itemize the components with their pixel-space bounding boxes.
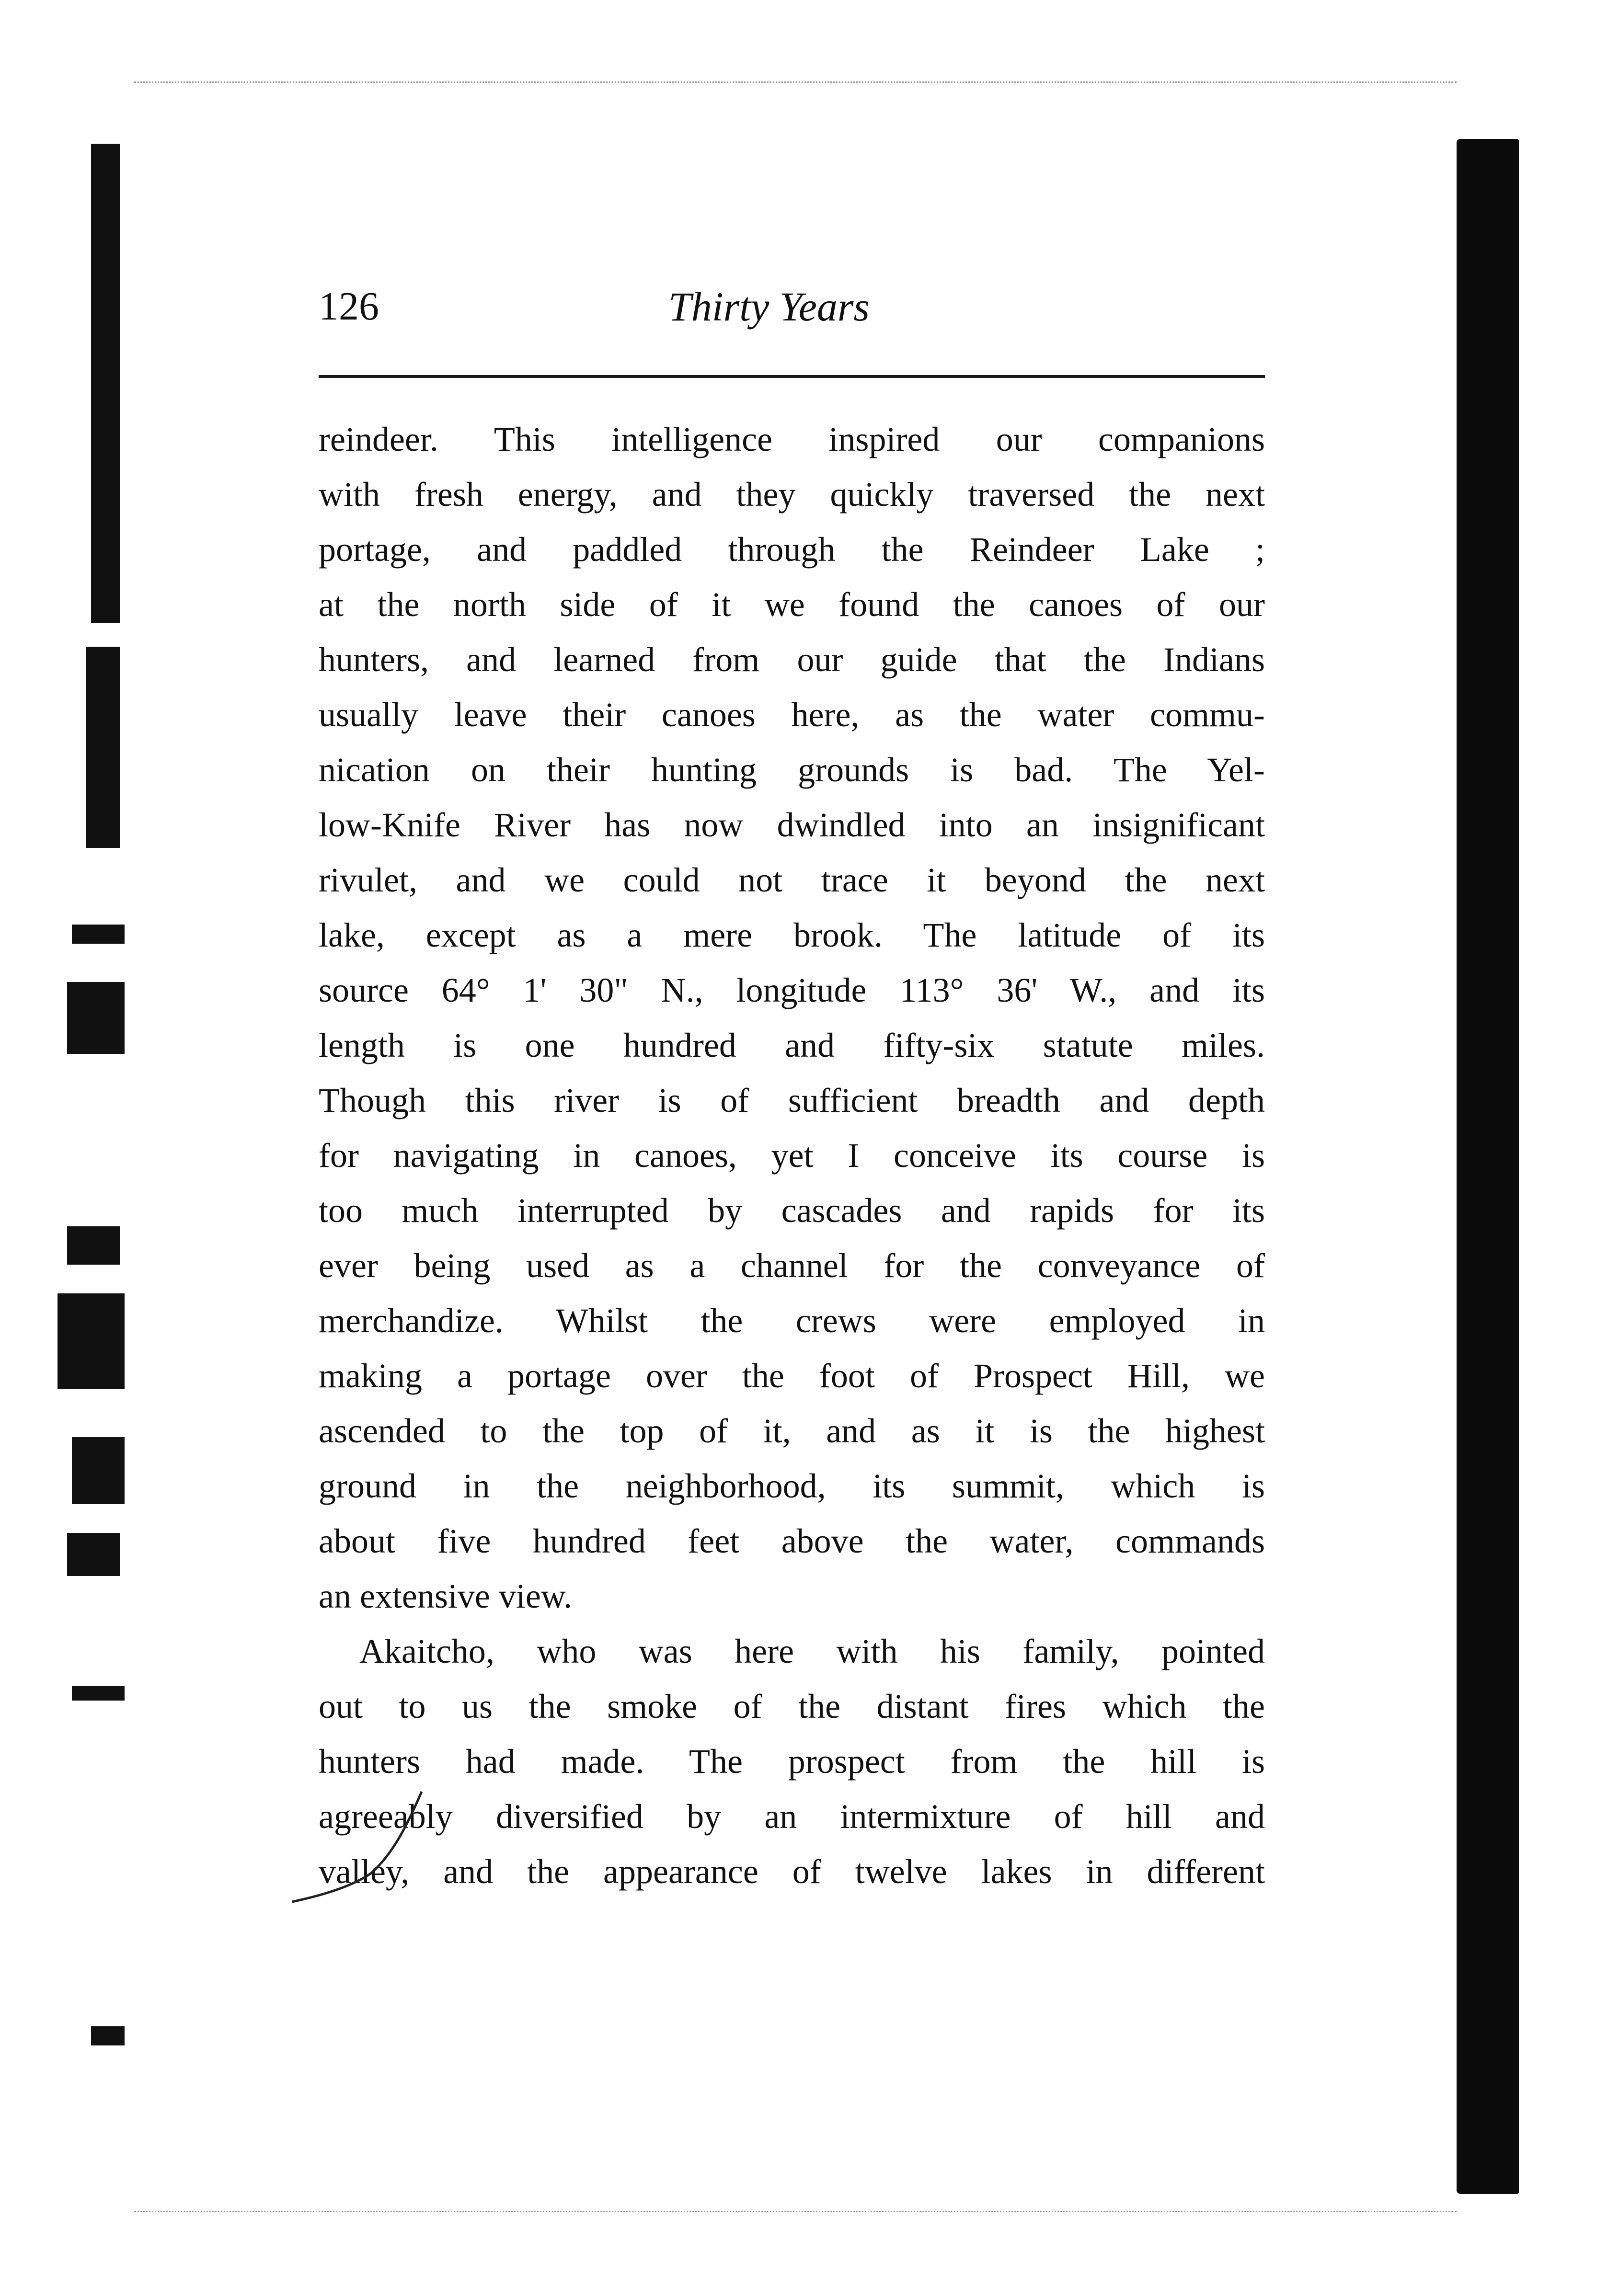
- text-line: valley, and the appearance of twelve lakes in different: [319, 1852, 1265, 1891]
- text-line: rivulet, and we could not trace it beyond the next: [319, 861, 1265, 899]
- text-line: Though this river is of sufficient breadth and depth: [319, 1081, 1265, 1119]
- text-line: lake, except as a mere brook. The latitude of its: [319, 916, 1265, 954]
- paragraph: [319, 1624, 1265, 1899]
- body-text: [319, 412, 1265, 1899]
- running-title: Thirty Years: [668, 284, 870, 330]
- text-line: low-Knife River has now dwindled into an insignificant: [319, 806, 1265, 844]
- text-line: source 64° 1' 30" N., longitude 113° 36' W., and its: [319, 971, 1265, 1009]
- page-edge-shadow: [1457, 139, 1519, 2194]
- binding-shadow: [91, 2026, 125, 2045]
- text-line: ever being used as a channel for the conveyance of: [319, 1246, 1265, 1285]
- binding-shadow: [67, 982, 125, 1054]
- text-line: reindeer. This intelligence inspired our companions: [319, 420, 1265, 458]
- binding-shadow: [91, 144, 120, 623]
- text-line: about five hundred feet above the water, commands: [319, 1522, 1265, 1560]
- paragraph: [319, 412, 1265, 1624]
- text-line: for navigating in canoes, yet I conceive its course is: [319, 1136, 1265, 1175]
- text-line: nication on their hunting grounds is bad. The Yel-: [319, 751, 1265, 789]
- text-line: too much interrupted by cascades and rapids for its: [319, 1191, 1265, 1230]
- text-line: with fresh energy, and they quickly traversed the next: [319, 475, 1265, 514]
- binding-shadow: [57, 1293, 125, 1389]
- page-edge-bottom: [134, 2211, 1457, 2215]
- text-line: length is one hundred and fifty-six statute miles.: [319, 1026, 1265, 1064]
- pen-stroke-mark: [287, 1782, 441, 1907]
- text-line: an extensive view.: [319, 1577, 573, 1615]
- text-line: merchandize. Whilst the crews were employed in: [319, 1302, 1265, 1340]
- text-line: usually leave their canoes here, as the water commu-: [319, 696, 1265, 734]
- page-number: 126: [319, 284, 379, 329]
- binding-shadow: [67, 1226, 120, 1265]
- text-line: ascended to the top of it, and as it is the highest: [319, 1412, 1265, 1450]
- text-line: ground in the neighborhood, its summit, which is: [319, 1467, 1265, 1505]
- binding-edge: [0, 0, 144, 2296]
- text-line: hunters had made. The prospect from the hill is: [319, 1742, 1265, 1781]
- header-rule: [319, 375, 1265, 378]
- text-line: Akaitcho, who was here with his family, pointed: [359, 1632, 1265, 1670]
- text-line: out to us the smoke of the distant fires which the: [319, 1687, 1265, 1725]
- binding-shadow: [72, 1686, 125, 1701]
- binding-shadow: [67, 1533, 120, 1576]
- text-line: hunters, and learned from our guide that the Indians: [319, 640, 1265, 679]
- page-edge-top: [134, 81, 1457, 86]
- page-header: [319, 280, 1277, 333]
- binding-shadow: [72, 1437, 125, 1504]
- text-line: portage, and paddled through the Reindeer Lake ;: [319, 530, 1265, 569]
- binding-shadow: [72, 925, 125, 944]
- text-line: agreeably diversified by an intermixture of hill and: [319, 1797, 1265, 1836]
- text-line: at the north side of it we found the canoes of our: [319, 585, 1265, 624]
- binding-shadow: [86, 647, 120, 848]
- page-margin-right: [1519, 86, 1619, 2242]
- text-line: making a portage over the foot of Prospect Hill, we: [319, 1357, 1265, 1395]
